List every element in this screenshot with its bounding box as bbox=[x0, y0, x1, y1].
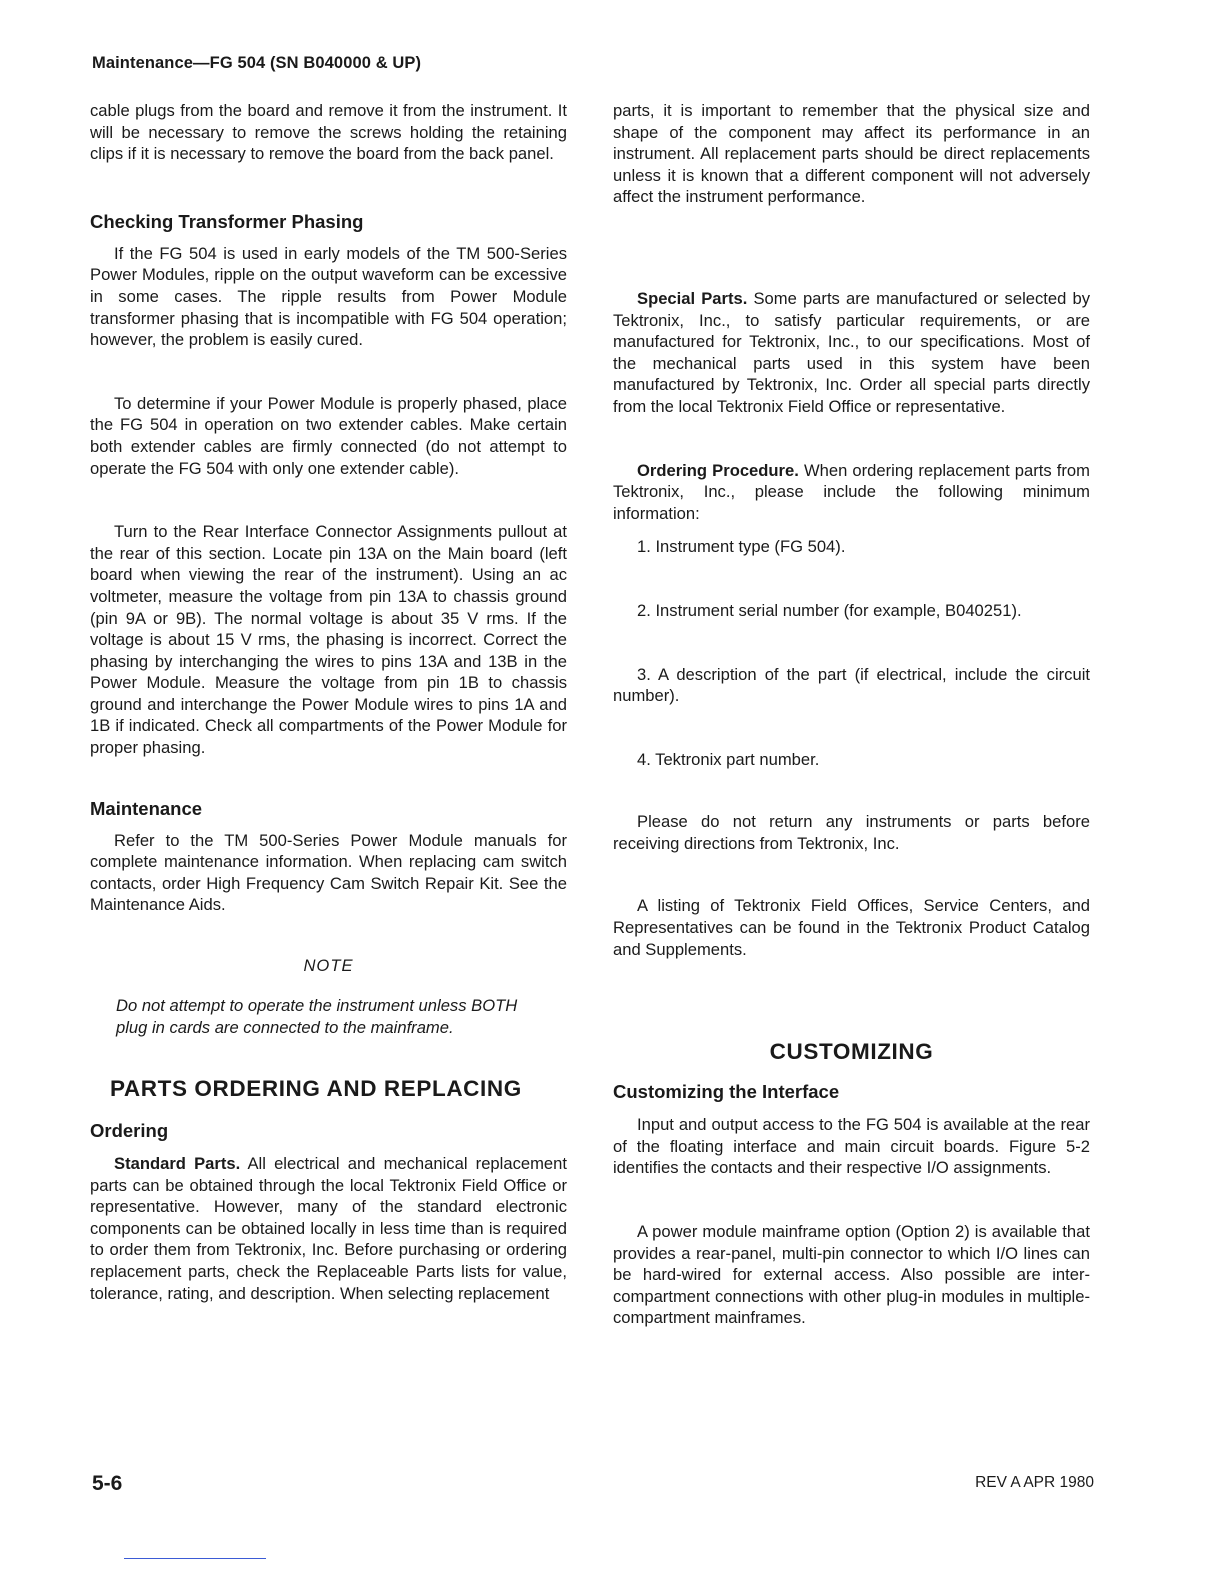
phasing-paragraph-2: To determine if your Power Module is properly phased, place the FG 504 in operation on two extender cables. Make certain both extender cables are firmly connected (do not attempt to operate the FG 504 with only one extender cable). bbox=[90, 393, 567, 478]
customizing-interface-heading: Customizing the Interface bbox=[613, 1081, 840, 1103]
ordering-procedure-lead: Ordering Procedure. bbox=[637, 460, 799, 480]
note-title: NOTE bbox=[303, 956, 354, 976]
listing-paragraph: A listing of Tektronix Field Offices, Service Centers, and Representatives can be found in the Tektronix Product Catalog and Supplements. bbox=[613, 896, 1090, 959]
customizing-heading: CUSTOMIZING bbox=[769, 1039, 934, 1065]
ordering-heading: Ordering bbox=[90, 1120, 169, 1142]
phasing-paragraph-1: If the FG 504 is used in early models of the TM 500-Series Power Modules, ripple on the output waveform can be excessive in some cases. The ripple results from Power Module transformer phasing that is incompatible with FG 504 operation; however, the problem is easily cured. bbox=[90, 243, 567, 350]
standard-parts-text: All electrical and mechanical replacement parts can be obtained through the local Tektronix Field Office or representative. However, many of the standard electronic components can be obtained locally in less time than is required to order them from Tektronix, Inc. Before purchasing or ordering replacement parts, check the Replaceable Parts lists for value, tolerance, rating, and description. When selecting replacement bbox=[90, 1154, 567, 1303]
return-paragraph: Please do not return any instruments or parts before receiving directions from Tektronix, Inc. bbox=[613, 812, 1090, 853]
right-column bbox=[613, 100, 1090, 1329]
special-parts-lead: Special Parts. bbox=[637, 288, 748, 308]
standard-parts-lead: Standard Parts. bbox=[114, 1154, 241, 1174]
ordering-procedure-text: When ordering replacement parts from Tektronix, Inc., please include the following minimum information: bbox=[613, 460, 1090, 523]
maintenance-heading: Maintenance bbox=[90, 797, 203, 819]
special-parts-text: Some parts are manufactured or selected by Tektronix, Inc., to satisfy particular requirements, or are manufactured for Tektronix, Inc., to our specifications. Most of the mechanical parts used in this system have been manufactured by Tektronix, Inc. Order all special parts directly from the local Tektronix Field Office or representative. bbox=[613, 288, 1091, 416]
left-column bbox=[90, 100, 567, 1304]
maintenance-paragraph: Refer to the TM 500-Series Power Module manuals for complete maintenance information. When replacing cam switch contacts, order High Frequency Cam Switch Repair Kit. See the Maintenance Aids. bbox=[90, 830, 567, 915]
interface-paragraph-2: A power module mainframe option (Option 2) is available that provides a rear-panel, multi-pin connector to which I/O lines can be hard-wired for external access. Also possible are inter-compartment connections with other plug-in modules in multiple-compartment mainframes. bbox=[613, 1222, 1090, 1328]
ordering-procedure-paragraph bbox=[613, 460, 1090, 525]
list-item: 2. Instrument serial number (for example, B040251). bbox=[637, 600, 1022, 620]
standard-parts-paragraph bbox=[90, 1153, 567, 1304]
phasing-paragraph-3: Turn to the Rear Interface Connector Assignments pullout at the rear of this section. Locate pin 13A on the Main board (left board when viewing the rear of the instrument). Using an ac voltmeter, measure the voltage from pin 13A to chassis ground (pin 9A or 9B). The normal voltage is about 35 V rms. If the voltage is about 15 V rms, the phasing is incorrect. Correct the phasing by interchanging the wires to pins 13A and 13B in the Power Module. Measure the voltage from pin 1B to chassis ground and interchange the Power Module wires to pins 1A and 1B if indicated. Check all compartments of the Power Module for proper phasing. bbox=[90, 522, 567, 758]
continued-paragraph: cable plugs from the board and remove it from the instrument. It will be necessary to remove the screws holding the retaining clips if it is necessary to remove the board from the back panel. bbox=[90, 101, 567, 164]
list-item: 4. Tektronix part number. bbox=[637, 749, 820, 769]
list-item: 3. A description of the part (if electrical, include the circuit number). bbox=[613, 664, 1090, 706]
revision-date: REV A APR 1980 bbox=[975, 1474, 1094, 1491]
interface-paragraph-1: Input and output access to the FG 504 is available at the rear of the floating interface and main circuit boards. Figure 5-2 identifies the contacts and their respective I/O assignments. bbox=[613, 1115, 1090, 1178]
page-number: 5-6 bbox=[92, 1472, 123, 1495]
continued-paragraph-right: parts, it is important to remember that the physical size and shape of the component may affect its performance in an instrument. All replacement parts should be direct replacements unless it is known that a different component will not adversely affect the instrument performance. bbox=[613, 101, 1090, 207]
special-parts-paragraph bbox=[613, 288, 1090, 418]
list-item: 1. Instrument type (FG 504). bbox=[637, 537, 846, 557]
parts-ordering-heading: PARTS ORDERING AND REPLACING bbox=[110, 1076, 522, 1102]
page-header: Maintenance—FG 504 (SN B040000 & UP) bbox=[92, 54, 422, 72]
note-body: Do not attempt to operate the instrument unless BOTH plug in cards are connected to the mainframe. bbox=[116, 996, 518, 1038]
divider bbox=[124, 1558, 266, 1559]
phasing-heading: Checking Transformer Phasing bbox=[90, 210, 364, 232]
